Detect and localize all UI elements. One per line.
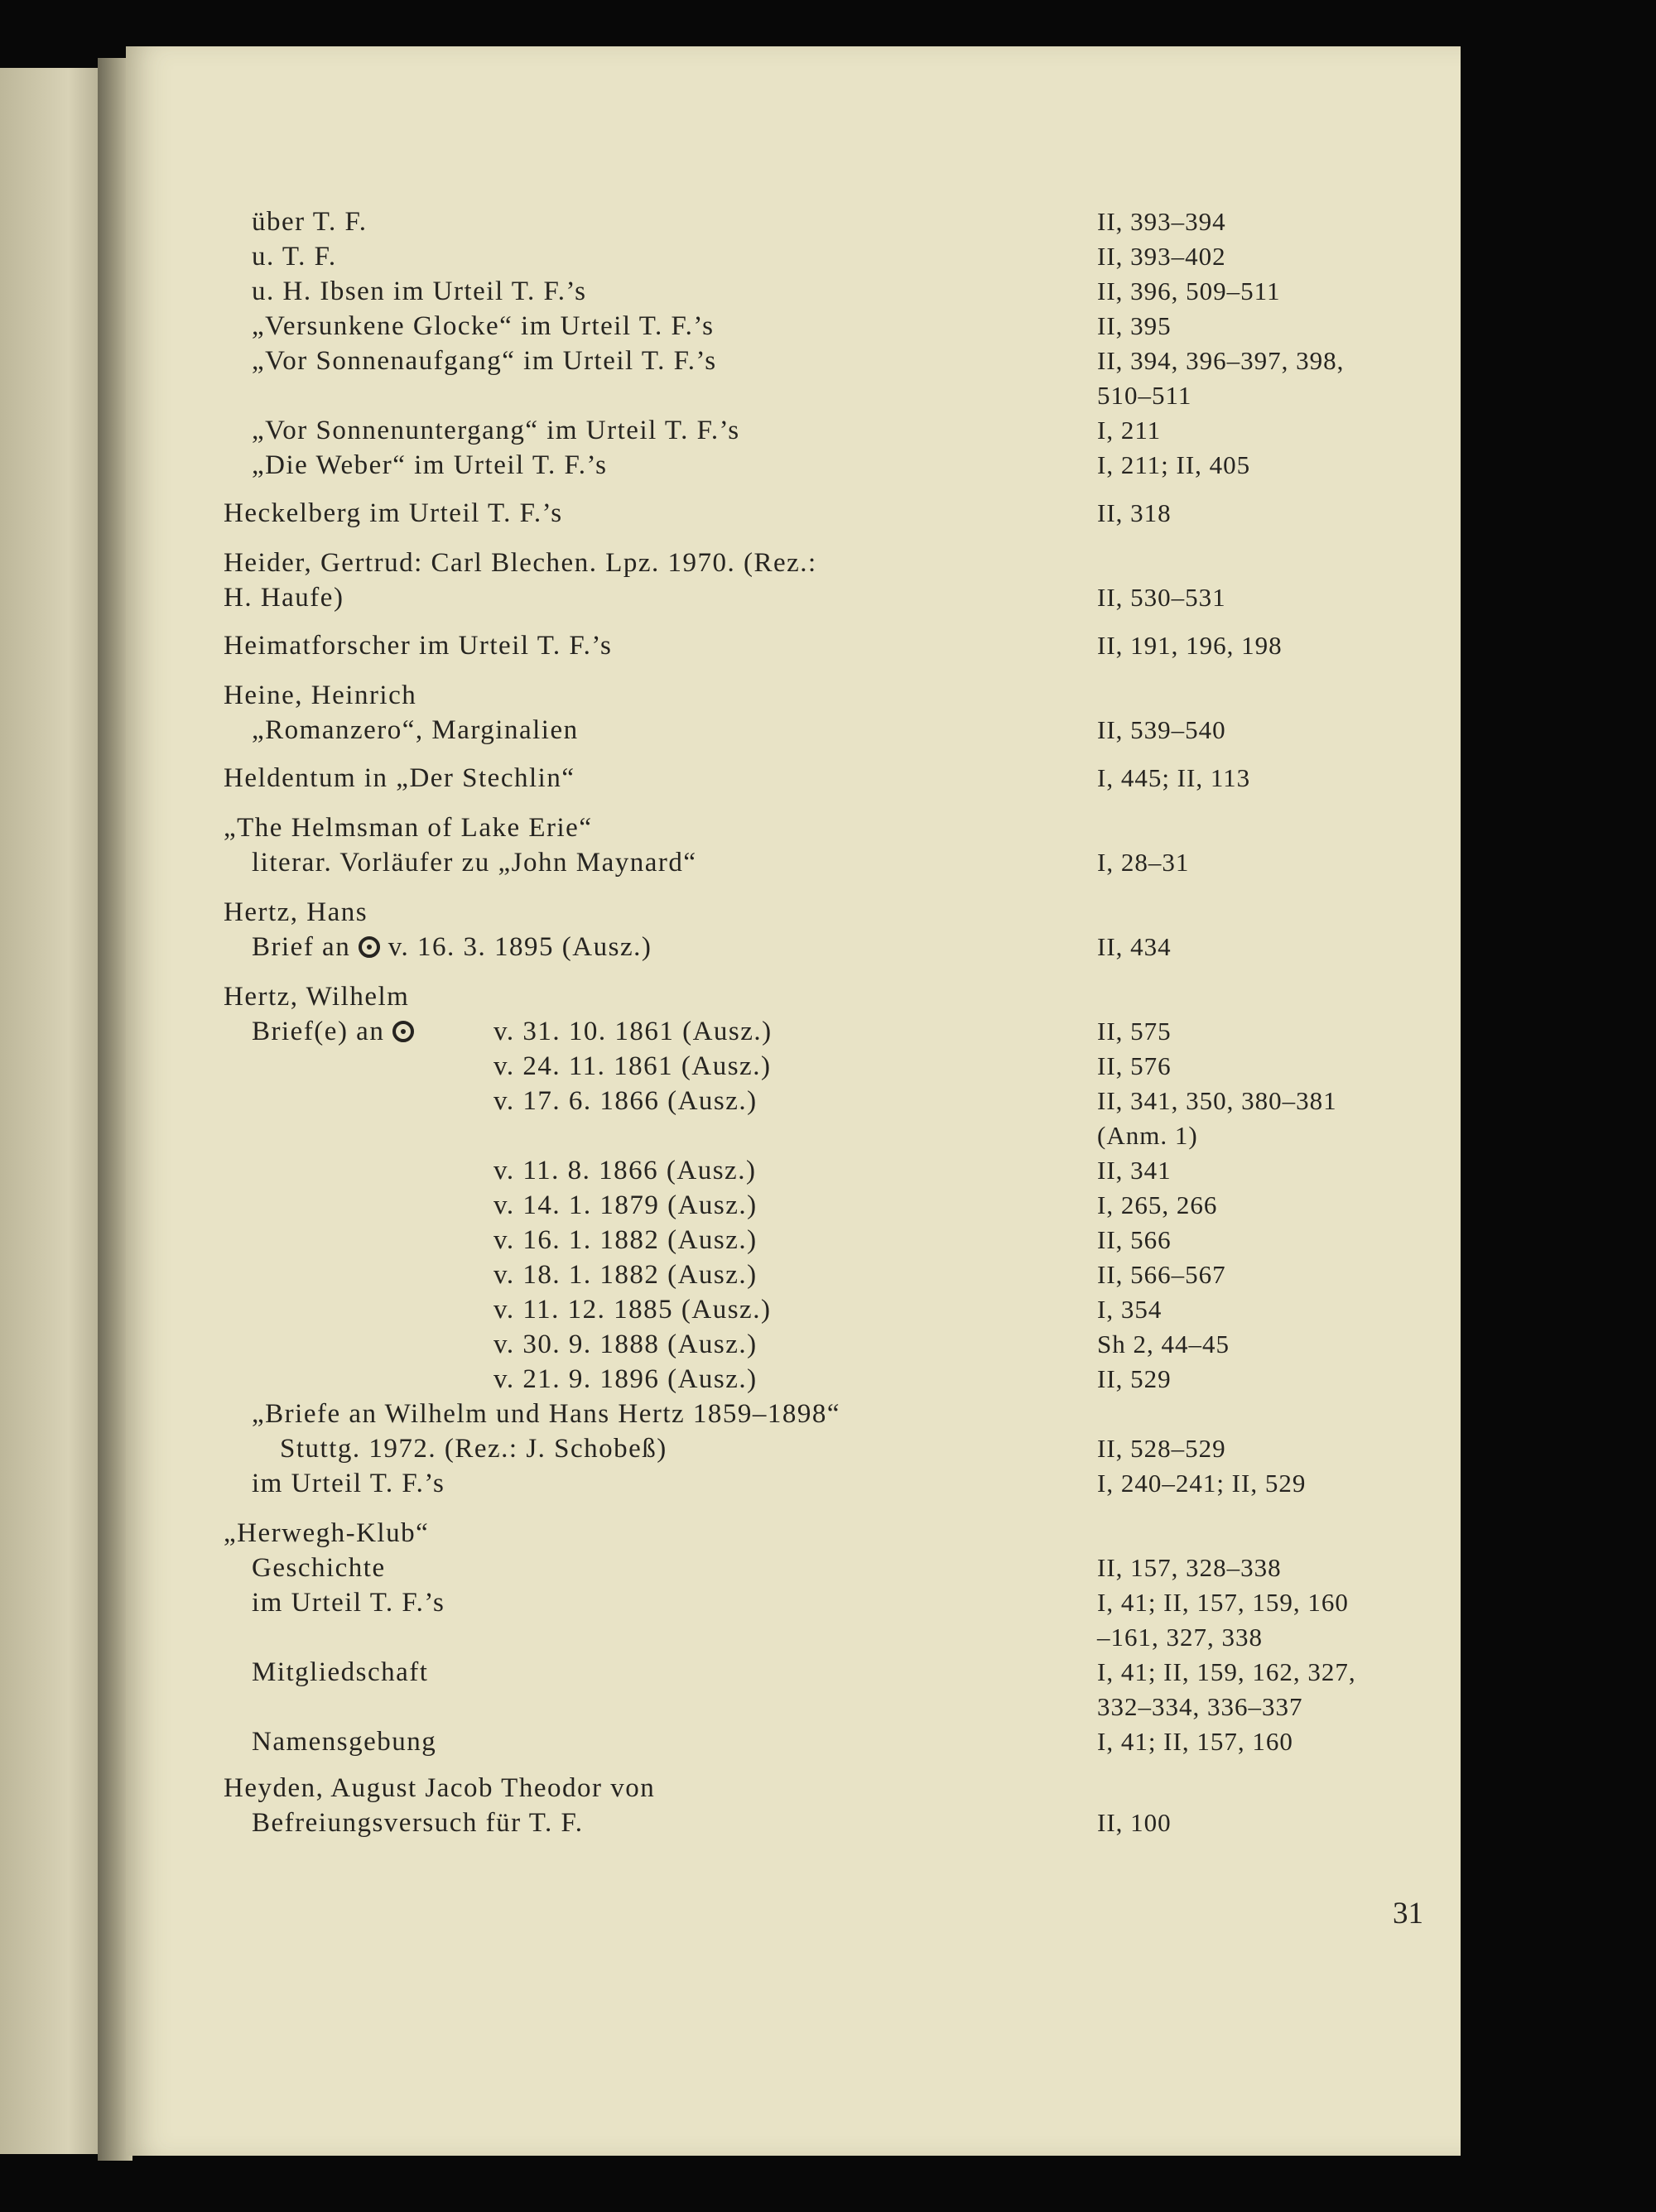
index-reference: II, 100 bbox=[1097, 1808, 1172, 1837]
index-reference: I, 41; II, 157, 159, 160 bbox=[1097, 1588, 1349, 1617]
letter-date: v. 16. 3. 1895 (Ausz.) bbox=[388, 932, 652, 962]
index-reference: Sh 2, 44–45 bbox=[1097, 1330, 1230, 1358]
index-reference: I, 211 bbox=[1097, 416, 1162, 445]
index-reference: II, 396, 509–511 bbox=[1097, 276, 1281, 305]
index-subentry: „Romanzero“, Marginalien bbox=[252, 715, 579, 745]
index-reference-continued: –161, 327, 338 bbox=[1097, 1623, 1263, 1652]
index-subentry: u. H. Ibsen im Urteil T. F.’s bbox=[252, 276, 587, 306]
index-subentry: „Briefe an Wilhelm und Hans Hertz 1859–1898“ bbox=[252, 1399, 841, 1429]
index-reference: II, 566–567 bbox=[1097, 1260, 1226, 1289]
index-reference: I, 445; II, 113 bbox=[1097, 763, 1251, 792]
index-reference: II, 576 bbox=[1097, 1051, 1172, 1080]
index-reference: I, 240–241; II, 529 bbox=[1097, 1469, 1307, 1498]
letter-date: v. 17. 6. 1866 (Ausz.) bbox=[493, 1086, 758, 1116]
index-entry-heading: Hertz, Hans bbox=[224, 897, 368, 927]
index-reference: II, 395 bbox=[1097, 311, 1172, 340]
letter-date: v. 18. 1. 1882 (Ausz.) bbox=[493, 1260, 758, 1290]
index-reference: II, 575 bbox=[1097, 1017, 1172, 1046]
index-subentry: „Vor Sonnenuntergang“ im Urteil T. F.’s bbox=[252, 416, 740, 445]
index-subentry: Geschichte bbox=[252, 1553, 386, 1583]
index-reference: II, 434 bbox=[1097, 932, 1172, 961]
index-reference: II, 530–531 bbox=[1097, 583, 1226, 612]
index-entry-heading: Heimatforscher im Urteil T. F.’s bbox=[224, 631, 613, 661]
letter-date: v. 21. 9. 1896 (Ausz.) bbox=[493, 1364, 758, 1394]
index-subentry: u. T. F. bbox=[252, 242, 337, 272]
index-subentry: Mitgliedschaft bbox=[252, 1657, 429, 1687]
index-entry-heading: Heine, Heinrich bbox=[224, 680, 417, 710]
index-reference: I, 41; II, 157, 160 bbox=[1097, 1727, 1293, 1756]
index-entry-heading: Heyden, August Jacob Theodor von bbox=[224, 1773, 656, 1803]
index-subentry: über T. F. bbox=[252, 207, 368, 237]
letter-date: v. 30. 9. 1888 (Ausz.) bbox=[493, 1330, 758, 1359]
index-subentry bbox=[252, 1015, 414, 1048]
index-subentry-continued: Stuttg. 1972. (Rez.: J. Schobeß) bbox=[280, 1434, 667, 1464]
index-reference: I, 211; II, 405 bbox=[1097, 450, 1251, 479]
index-reference: II, 528–529 bbox=[1097, 1434, 1226, 1463]
index-subentry bbox=[252, 930, 652, 964]
subentry-label: Brief an bbox=[252, 932, 351, 962]
index-reference: II, 393–402 bbox=[1097, 242, 1226, 271]
index-reference-continued: 332–334, 336–337 bbox=[1097, 1692, 1303, 1721]
letter-date: v. 24. 11. 1861 (Ausz.) bbox=[493, 1051, 772, 1081]
index-reference: II, 191, 196, 198 bbox=[1097, 631, 1283, 660]
index-entry-continued: H. Haufe) bbox=[224, 583, 344, 613]
index-entry-heading: „Herwegh-Klub“ bbox=[224, 1518, 430, 1548]
index-subentry: Namensgebung bbox=[252, 1727, 437, 1757]
index-subentry: „Vor Sonnenaufgang“ im Urteil T. F.’s bbox=[252, 346, 717, 376]
index-subentry: im Urteil T. F.’s bbox=[252, 1588, 445, 1618]
index-reference: I, 265, 266 bbox=[1097, 1190, 1218, 1219]
index-subentry: „Die Weber“ im Urteil T. F.’s bbox=[252, 450, 608, 480]
index-reference: I, 28–31 bbox=[1097, 848, 1190, 877]
index-reference: II, 566 bbox=[1097, 1225, 1172, 1254]
circled-dot-icon bbox=[392, 1021, 414, 1042]
index-entry-heading: Hertz, Wilhelm bbox=[224, 982, 410, 1012]
index-subentry: „Versunkene Glocke“ im Urteil T. F.’s bbox=[252, 311, 715, 341]
index-reference-continued: (Anm. 1) bbox=[1097, 1121, 1198, 1150]
index-reference: II, 539–540 bbox=[1097, 715, 1226, 744]
index-reference: II, 318 bbox=[1097, 498, 1172, 527]
subentry-label: Brief(e) an bbox=[252, 1017, 385, 1046]
index-reference: I, 41; II, 159, 162, 327, bbox=[1097, 1657, 1356, 1686]
index-reference: II, 341 bbox=[1097, 1156, 1172, 1185]
index-reference: II, 341, 350, 380–381 bbox=[1097, 1086, 1337, 1115]
index-subentry: im Urteil T. F.’s bbox=[252, 1469, 445, 1498]
page-number: 31 bbox=[1393, 1897, 1423, 1931]
index-reference: II, 529 bbox=[1097, 1364, 1172, 1393]
index-subentry: literar. Vorläufer zu „John Maynard“ bbox=[252, 848, 697, 878]
letter-date: v. 16. 1. 1882 (Ausz.) bbox=[493, 1225, 758, 1255]
index-entry-heading: Heckelberg im Urteil T. F.’s bbox=[224, 498, 563, 528]
letter-date: v. 31. 10. 1861 (Ausz.) bbox=[493, 1017, 773, 1046]
index-entry-heading: Heldentum in „Der Stechlin“ bbox=[224, 763, 575, 793]
index-reference-continued: 510–511 bbox=[1097, 381, 1192, 410]
index-entry-heading: Heider, Gertrud: Carl Blechen. Lpz. 1970. (Rez.: bbox=[224, 548, 817, 578]
letter-date: v. 11. 8. 1866 (Ausz.) bbox=[493, 1156, 757, 1185]
letter-date: v. 11. 12. 1885 (Ausz.) bbox=[493, 1295, 772, 1325]
letter-date: v. 14. 1. 1879 (Ausz.) bbox=[493, 1190, 758, 1220]
index-reference: II, 394, 396–397, 398, bbox=[1097, 346, 1345, 375]
index-entry-heading: „The Helmsman of Lake Erie“ bbox=[224, 813, 593, 843]
index-reference: II, 157, 328–338 bbox=[1097, 1553, 1282, 1582]
index-subentry: Befreiungsversuch für T. F. bbox=[252, 1808, 584, 1838]
circled-dot-icon bbox=[359, 936, 380, 958]
index-page bbox=[126, 46, 1461, 2156]
index-reference: I, 354 bbox=[1097, 1295, 1163, 1324]
index-reference: II, 393–394 bbox=[1097, 207, 1226, 236]
